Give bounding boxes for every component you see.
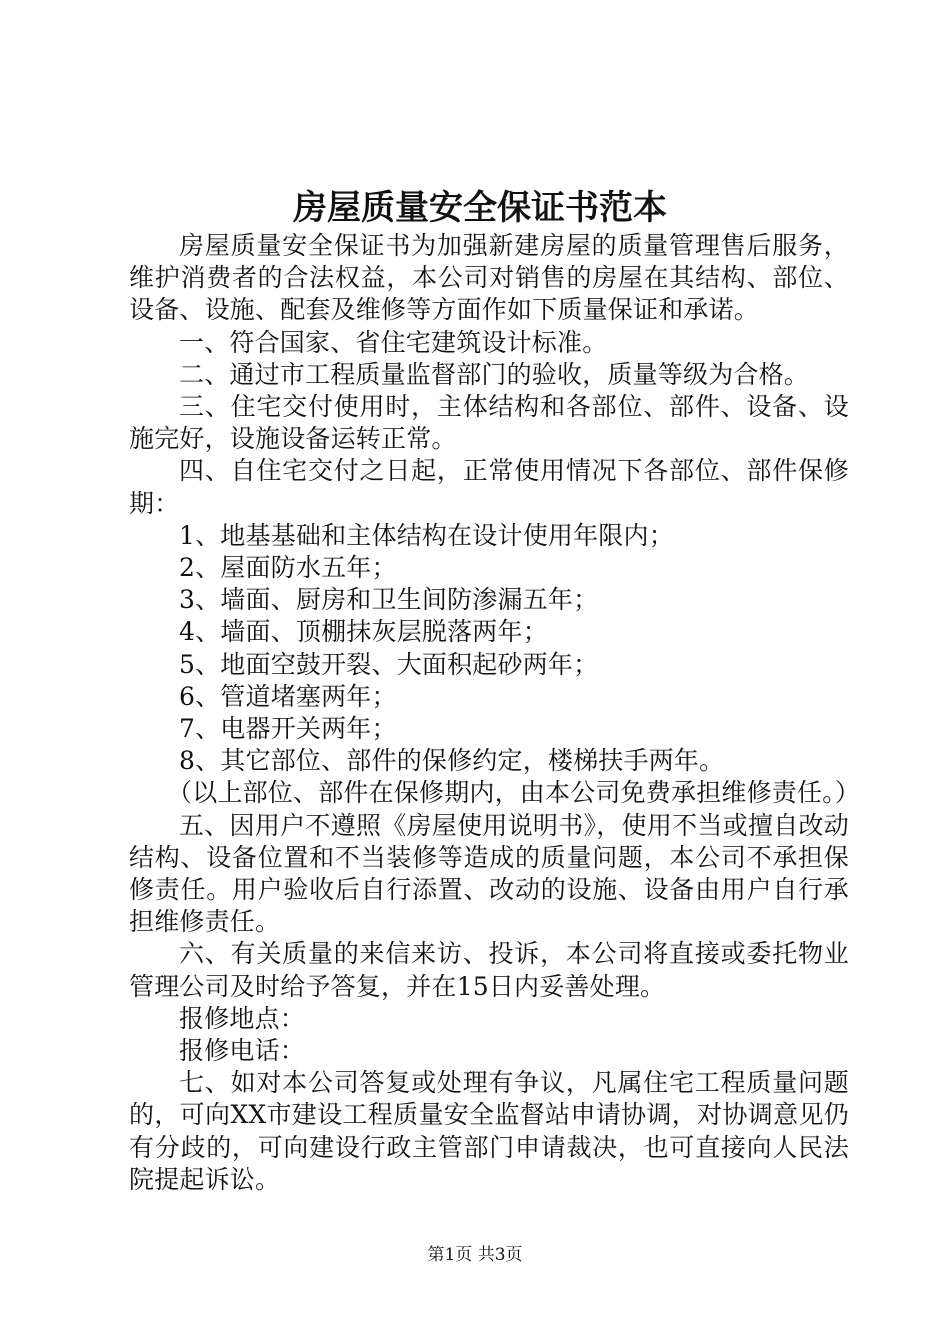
repair-phone-line: 报修电话：: [179, 1036, 306, 1066]
paragraph-item-7: 七、如对本公司答复或处理有争议，凡属住宅工程质量问题的，可向XX市建设工程质量安全监督站申请协调，对协调意见仍有分歧的，可向建设行政主管部门申请裁决，也可直接向人民法院提起诉讼。: [129, 1068, 849, 1194]
paragraph-item-4: 四、自住宅交付之日起，正常使用情况下各部位、部件保修期：: [129, 456, 849, 518]
warranty-list-item: 2、屋面防水五年；: [179, 553, 397, 583]
warranty-list-item: 8、其它部位、部件的保修约定，楼梯扶手两年。: [179, 746, 725, 776]
warranty-list-item: 3、墙面、厨房和卫生间防渗漏五年；: [179, 585, 599, 615]
document-title: 房屋质量安全保证书范本: [293, 188, 667, 228]
warranty-list-item: 6、管道堵塞两年；: [179, 681, 397, 711]
warranty-list-item: 4、墙面、顶棚抹灰层脱落两年；: [179, 617, 548, 647]
document-body: [129, 230, 861, 1196]
paragraph-item-6: 六、有关质量的来信来访、投诉，本公司将直接或委托物业管理公司及时给予答复，并在15日内妥善处理。: [129, 939, 849, 1001]
paragraph-item-1: 一、符合国家、省住宅建筑设计标准。: [179, 327, 608, 357]
warranty-list-item: 1、地基基础和主体结构在设计使用年限内；: [179, 520, 674, 550]
paragraph-intro: 房屋质量安全保证书为加强新建房屋的质量管理售后服务，维护消费者的合法权益，本公司对销售的房屋在其结构、部位、设备、设施、配套及维修等方面作如下质量保证和承诺。: [129, 231, 849, 325]
paragraph-item-2: 二、通过市工程质量监督部门的验收，质量等级为合格。: [179, 359, 810, 389]
paragraph-note: （以上部位、部件在保修期内，由本公司免费承担维修责任。）: [167, 778, 861, 808]
page-number-footer: 第1页 共3页: [427, 1245, 523, 1265]
paragraph-item-5: 五、因用户不遵照《房屋使用说明书》，使用不当或擅自改动结构、设备位置和不当装修等造成的质量问题，本公司不承担保修责任。用户验收后自行添置、改动的设施、设备由用户自行承担维修责任。: [129, 810, 849, 937]
paragraph-item-3: 三、住宅交付使用时，主体结构和各部位、部件、设备、设施完好，设施设备运转正常。: [129, 392, 849, 454]
warranty-list-item: 7、电器开关两年；: [179, 714, 397, 744]
warranty-list-item: 5、地面空鼓开裂、大面积起砂两年；: [179, 649, 599, 679]
repair-location-line: 报修地点：: [179, 1003, 306, 1033]
